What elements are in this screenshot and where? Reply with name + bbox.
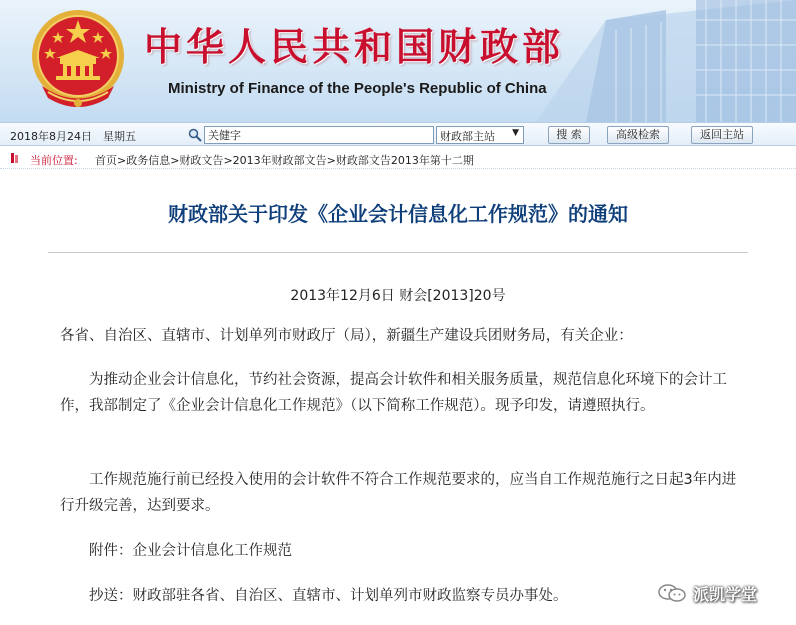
search-button[interactable]: 搜 索 <box>548 126 590 144</box>
watermark-text: 派凯学堂 <box>693 585 758 604</box>
article-attachment: 附件：企业会计信息化工作规范 <box>89 543 292 559</box>
site-banner <box>0 0 796 122</box>
search-input[interactable] <box>204 126 434 144</box>
top-toolbar <box>0 122 796 146</box>
watermark <box>657 580 787 606</box>
article-cc: 抄送：财政部驻各省、自治区、直辖市、计划单列市财政监察专员办事处。 <box>89 588 568 604</box>
current-date: 2018年8月24日 <box>10 130 92 143</box>
breadcrumb-item-government-info[interactable]: 政务信息 <box>126 154 171 167</box>
article-title: 财政部关于印发《企业会计信息化工作规范》的通知 <box>168 202 628 226</box>
breadcrumb-label: 当前位置: <box>30 154 78 167</box>
article-date-line: 2013年12月6日 财会[2013]20号 <box>290 288 506 304</box>
advanced-search-button[interactable]: 高级检索 <box>607 126 669 144</box>
site-title-english: Ministry of Finance of the People's Republic of China <box>168 80 547 97</box>
breadcrumb-item-home[interactable]: 首页 <box>95 154 117 167</box>
chevron-down-icon: ▼ <box>512 128 519 138</box>
title-divider <box>48 252 748 253</box>
breadcrumb-separator: > <box>117 154 127 167</box>
location-pin-icon <box>10 152 20 164</box>
breadcrumb-item-2013-notices[interactable]: 2013年财政部文告 <box>232 154 327 167</box>
breadcrumb-separator: > <box>223 154 233 167</box>
wechat-icon <box>657 583 687 603</box>
breadcrumb-separator: > <box>326 154 336 167</box>
return-home-button[interactable]: 返回主站 <box>691 126 753 144</box>
site-select-dropdown[interactable] <box>436 126 524 144</box>
current-weekday: 星期五 <box>103 130 136 143</box>
breadcrumb-item-finance-notices[interactable]: 财政文告 <box>179 154 224 167</box>
breadcrumb-item-issue-12[interactable]: 财政部文告2013年第十二期 <box>335 154 474 167</box>
article-addressee: 各省、自治区、直辖市、计划单列市财政厅（局），新疆生产建设兵团财务局，有关企业： <box>60 328 633 344</box>
site-select-value: 财政部主站 <box>440 130 495 143</box>
breadcrumb-separator: > <box>170 154 180 167</box>
search-icon <box>188 128 202 142</box>
breadcrumb <box>0 147 796 169</box>
article-paragraph-1: 为推动企业会计信息化，节约社会资源，提高会计软件和相关服务质量，规范信息化环境下的会计工作，我部制定了《企业会计信息化工作规范》（以下简称工作规范）。现予印发，请遵照执行。 <box>60 372 727 414</box>
breadcrumb-trail <box>95 152 474 168</box>
article-paragraph-2: 工作规范施行前已经投入使用的会计软件不符合工作规范要求的，应当自工作规范施行之日起3年内进行升级完善，达到要求。 <box>60 472 737 514</box>
site-title-chinese: 中华人民共和国财政部 <box>144 25 565 69</box>
national-emblem-icon <box>28 6 128 112</box>
